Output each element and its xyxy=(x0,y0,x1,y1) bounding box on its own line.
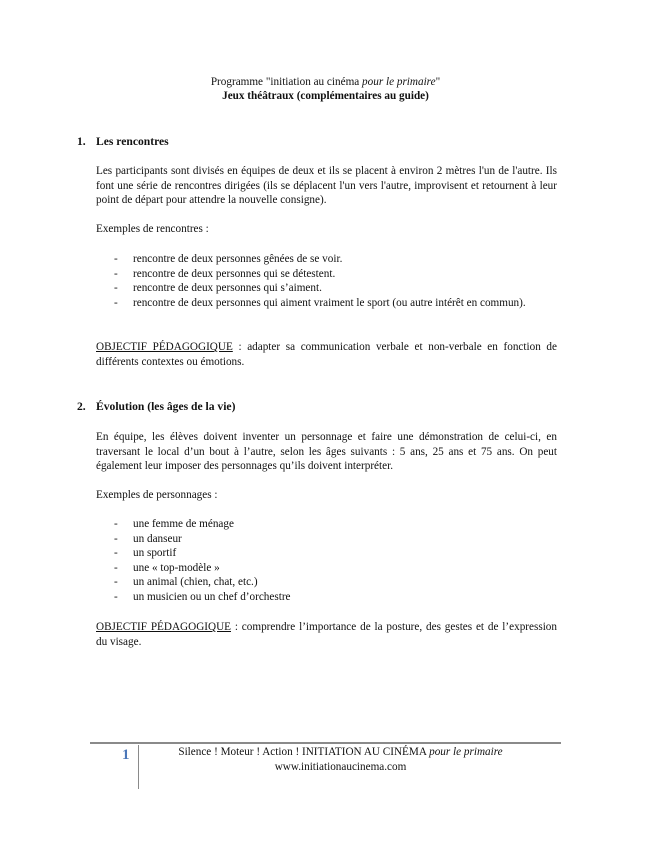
list-item: - une femme de ménage xyxy=(114,518,234,530)
section-2-list xyxy=(96,517,557,605)
document-subtitle: Jeux théâtraux (complémentaires au guide) xyxy=(222,90,429,102)
program-title: Programme "initiation au cinéma pour le primaire" xyxy=(210,76,441,88)
objective-label: OBJECTIF PÉDAGOGIQUE xyxy=(96,621,231,633)
section-1-list xyxy=(96,252,557,310)
objective-text: : comprendre l’importance de la posture, des gestes et de l’expression du visage. xyxy=(96,621,557,648)
section-2-intro: En équipe, les élèves doivent inventer un personnage et faire une démonstration de celui-ci, en traversant le local d’un bout à l’autre, selon les âges suivants : 5 ans, 25 ans et 75 ans. On peut également leur imposer des personnages qu’ils doivent interpréter. xyxy=(96,431,557,473)
program-title-italic: pour le primaire xyxy=(362,76,436,88)
footer-line-1: Silence ! Moteur ! Action ! INITIATION AU CINÉMA pour le primaire xyxy=(178,746,503,758)
list-item: - rencontre de deux personnes qui aiment vraiment le sport (ou autre intérêt en commun). xyxy=(114,296,526,309)
footer-divider xyxy=(90,742,561,744)
section-1-title xyxy=(77,135,169,149)
objective-label: OBJECTIF PÉDAGOGIQUE xyxy=(96,341,233,353)
list-item: - un musicien ou un chef d’orchestre xyxy=(114,590,291,603)
list-item: - une « top-modèle » xyxy=(114,561,220,574)
objective-text: : adapter sa communication verbale et non-verbale en fonction de différents contextes ou émotions. xyxy=(96,341,557,368)
section-2-objective xyxy=(96,620,557,649)
section-2-title xyxy=(77,400,235,414)
list-item: - un danseur xyxy=(114,532,182,545)
section-2-list-lead: Exemples de personnages : xyxy=(96,489,218,501)
section-1-objective xyxy=(96,340,557,369)
footer-text xyxy=(138,745,543,774)
section-2-title-text: Évolution (les âges de la vie) xyxy=(96,400,236,413)
section-1-intro: Les participants sont divisés en équipes de deux et ils se placent à environ 2 mètres l'un de l'autre. Ils font une série de rencontres dirigées (ils se déplacent l'un vers l'autre, improvisent et retournent à leur point de départ pour attendre la nouvelle consigne). xyxy=(96,165,557,207)
list-item: - un animal (chien, chat, etc.) xyxy=(114,576,258,589)
document-header xyxy=(0,75,651,103)
list-item: - rencontre de deux personnes qui s’aiment. xyxy=(114,282,322,295)
page-number: 1 xyxy=(122,747,130,763)
footer-website: www.initiationaucinema.com xyxy=(274,760,407,773)
section-1-title-text: Les rencontres xyxy=(96,135,169,148)
list-item: - rencontre de deux personnes gênées de se voir. xyxy=(114,253,343,265)
list-item: - rencontre de deux personnes qui se détestent. xyxy=(114,267,336,280)
section-1-list-lead: Exemples de rencontres : xyxy=(96,223,209,235)
section-1-number: 1. xyxy=(77,135,86,148)
list-item: - un sportif xyxy=(114,547,177,560)
section-2-number: 2. xyxy=(77,400,86,413)
